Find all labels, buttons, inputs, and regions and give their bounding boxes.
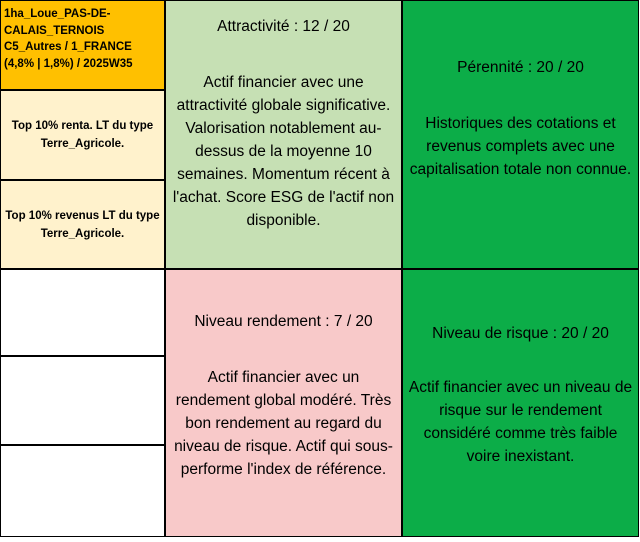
empty-cell [0,445,165,537]
attractivite-text: Actif financier avec une attractivité globale significative. Valorisation notablement au-dessus de la moyenne 10 semaines. Momentum récent à l'achat. Score ESG de l'actif non disponible. [172,74,395,229]
attractivite-cell [165,0,402,269]
perennite-heading: Pérennité : 20 / 20 [457,59,584,76]
attractivite-heading: Attractivité : 12 / 20 [217,18,350,35]
badge-top-renta-cell [0,90,165,180]
risque-text: Actif financier avec un niveau de risque sur le rendement considéré comme très faible voire inexistant. [408,379,633,465]
asset-title: 1ha_Loue_PAS-DE-CALAIS_TERNOIS C5_Autres / 1_FRANCE (4,8% | 1,8%) / 2025W35 [4,8,133,70]
risque-heading: Niveau de risque : 20 / 20 [432,325,609,342]
badge-top-renta: Top 10% renta. LT du type Terre_Agricole. [11,120,154,150]
asset-title-cell [0,0,165,90]
perennite-cell [402,0,639,269]
empty-cell [0,356,165,445]
risque-cell [402,269,639,537]
empty-cell [0,269,165,356]
perennite-text: Historiques des cotations et revenus complets avec une capitalisation totale non connue. [409,115,632,178]
rendement-text: Actif financier avec un rendement global modéré. Très bon rendement au regard du niveau de risque. Actif qui sous-performe l'index de référence. [174,369,393,478]
rendement-heading: Niveau rendement : 7 / 20 [194,313,373,330]
badge-top-revenus: Top 10% revenus LT du type Terre_Agricole. [5,209,160,240]
rendement-cell [165,269,402,537]
badge-top-revenus-cell [0,180,165,269]
